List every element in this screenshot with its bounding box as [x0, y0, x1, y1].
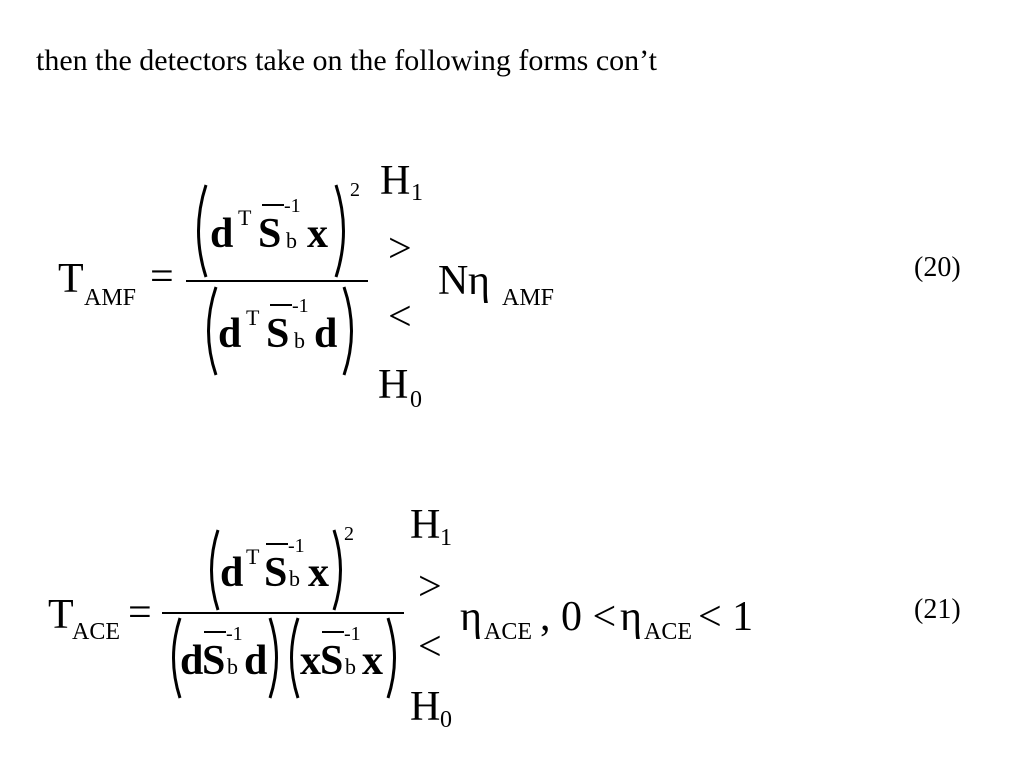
eq21-num-left-paren	[202, 528, 222, 612]
eq20-h0: H	[378, 362, 409, 408]
eq20-lt: <	[388, 294, 412, 340]
eq21-equals: =	[128, 590, 152, 636]
eq21-num-x: x	[308, 550, 329, 596]
eq20-den-S-bar	[270, 304, 292, 306]
eq20-gt: >	[388, 226, 412, 272]
eq20-thr-N: N	[438, 258, 469, 304]
eq20-num-left-paren	[188, 183, 210, 279]
eq20-num-inv: -1	[284, 195, 301, 217]
eq20-h1-sub: 1	[411, 180, 423, 206]
eq21-den2-b: b	[345, 654, 356, 679]
intro-text: then the detectors take on the following forms con’t	[36, 44, 657, 77]
eq21-den1-S-bar	[204, 631, 226, 633]
eq21-h1: H	[410, 502, 441, 548]
eq21-lhs-sub: ACE	[72, 619, 120, 645]
eq21-cond-lt-one: < 1	[698, 594, 754, 640]
eq21-cond-comma-zero: , 0 <	[540, 594, 617, 640]
eq20-h0-sub: 0	[410, 387, 422, 413]
eq20-thr-eta: η	[468, 258, 490, 304]
eq20-thr-sub: AMF	[502, 285, 555, 311]
eq20-den-right-paren	[340, 285, 362, 377]
eq20-den-b: b	[294, 328, 305, 353]
eq20-num-d: d	[210, 211, 234, 257]
eq20-den-S: S	[266, 311, 290, 357]
eq21-gt: >	[418, 564, 442, 610]
eq21-den2-left-paren	[282, 616, 302, 700]
eq21-thr-sub: ACE	[484, 619, 532, 645]
eq20-lhs-T: T	[58, 256, 84, 302]
eq21-cond-eta: η	[620, 594, 642, 640]
eq20-den-left-paren	[198, 285, 220, 377]
eq20-h1: H	[380, 158, 411, 204]
eq20-num-S-bar	[262, 204, 284, 206]
eq21-den1-inv: -1	[226, 623, 243, 645]
eq21-cond-sub: ACE	[644, 619, 692, 645]
eq20-den-d2: d	[314, 311, 338, 357]
eq21-num-inv: -1	[288, 535, 305, 557]
eq20-equals: =	[150, 254, 174, 300]
eq21-num-S: S	[264, 550, 288, 596]
eq21-num-d: d	[220, 550, 244, 596]
eq21-thr-eta: η	[460, 594, 482, 640]
eq21-h1-sub: 1	[440, 525, 452, 551]
eq20-num-x: x	[307, 211, 328, 257]
eq20-number: (20)	[914, 252, 961, 283]
eq21-den1-S: S	[202, 638, 226, 684]
eq20-num-S: S	[258, 211, 282, 257]
eq21-num-pow: 2	[344, 523, 354, 545]
eq21-lhs-T: T	[48, 592, 74, 638]
eq21-den1-b: b	[227, 654, 238, 679]
eq21-h0-sub: 0	[440, 707, 452, 733]
eq20-fraction-bar	[186, 280, 368, 282]
eq21-fraction-bar	[162, 612, 404, 614]
eq20-num-T: T	[238, 205, 252, 230]
eq21-num-S-bar	[266, 543, 288, 545]
eq21-lt: <	[418, 624, 442, 670]
eq20-den-d: d	[218, 311, 242, 357]
eq21-num-T: T	[246, 544, 260, 569]
eq21-num-b: b	[289, 566, 300, 591]
eq20-num-pow: 2	[350, 179, 360, 201]
eq21-den2-S: S	[320, 638, 344, 684]
eq21-den2-right-paren	[384, 616, 404, 700]
eq21-h0: H	[410, 684, 441, 730]
eq21-den2-S-bar	[322, 631, 344, 633]
eq21-den2-x2: x	[362, 638, 383, 684]
eq20-den-T: T	[246, 305, 260, 330]
eq21-den1-d: d	[180, 638, 204, 684]
eq21-den2-inv: -1	[344, 623, 361, 645]
eq21-den1-d2: d	[244, 638, 268, 684]
eq20-lhs-sub: AMF	[84, 285, 137, 311]
eq21-den2-x: x	[300, 638, 321, 684]
eq20-num-b: b	[286, 228, 297, 253]
eq20-den-inv: -1	[292, 295, 309, 317]
eq21-number: (21)	[914, 594, 961, 625]
